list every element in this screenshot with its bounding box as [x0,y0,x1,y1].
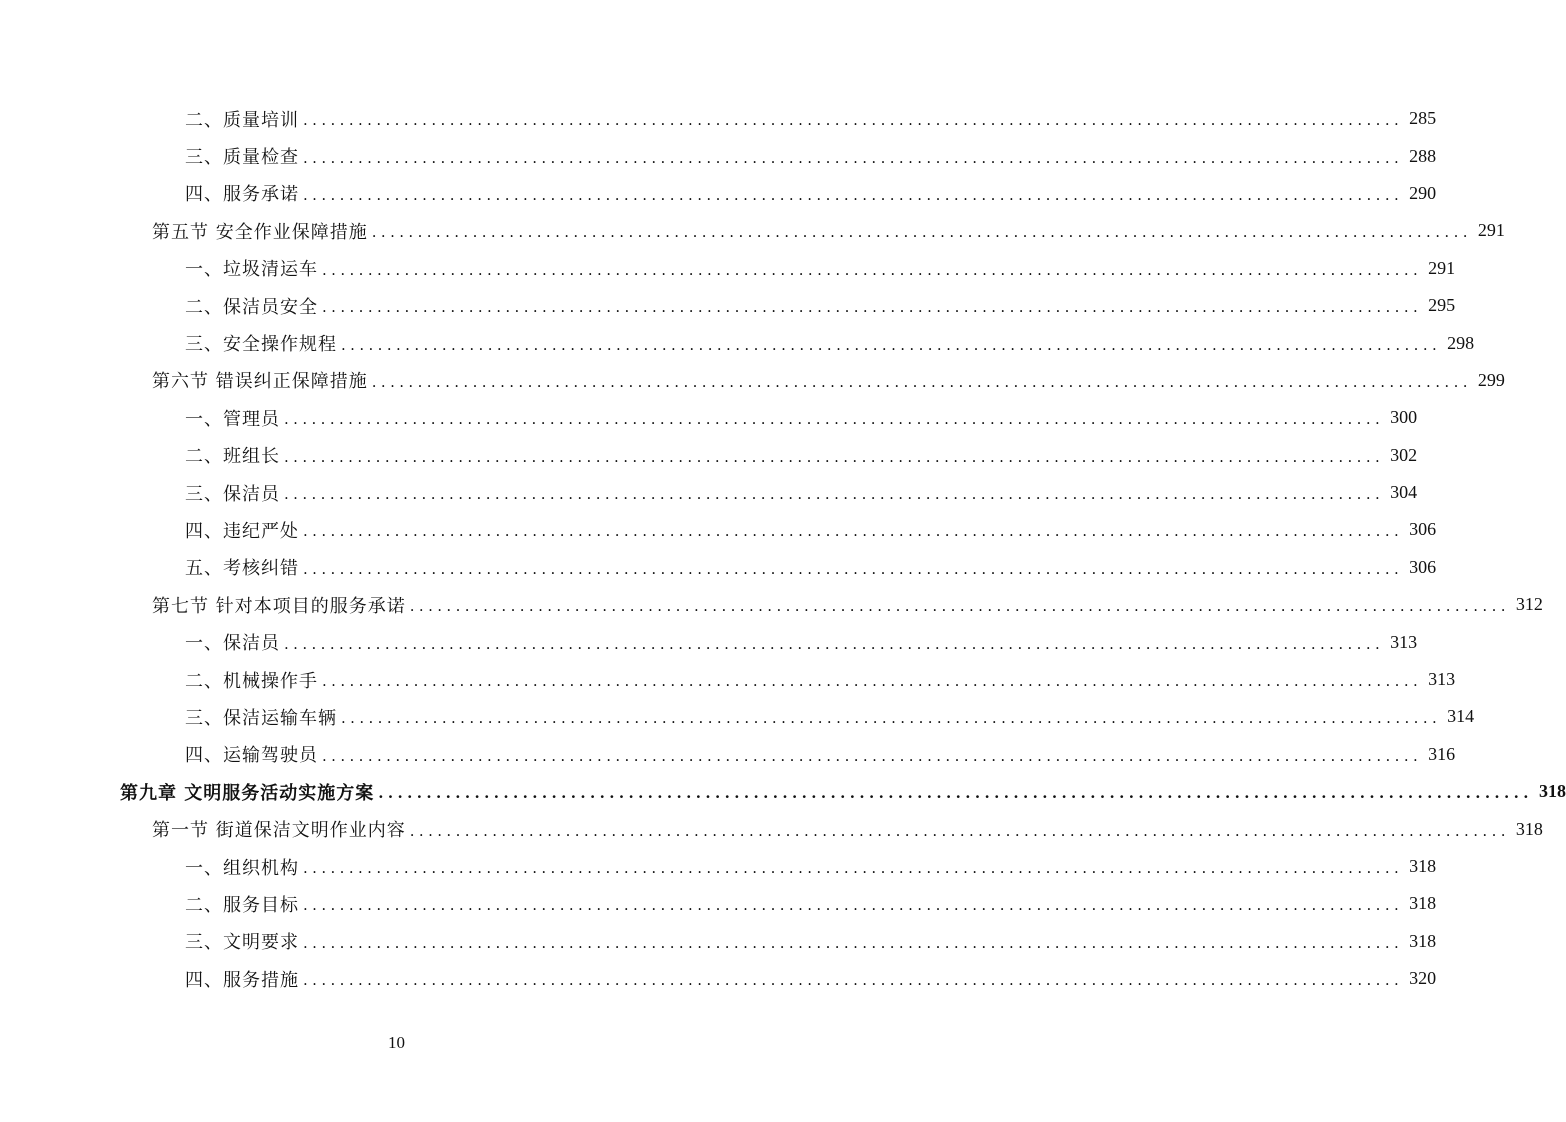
toc-dot-leader: ........................................................................................................................ [322,298,1423,317]
toc-entry-page: 314 [1447,706,1475,727]
table-of-contents [0,100,1566,997]
toc-entry-title: 一、组织机构 [185,857,299,879]
toc-dot-leader: ........................................................................................................................ [378,784,1533,803]
toc-entry-page: 318 [1409,893,1437,914]
toc-subsection-entry[interactable] [0,324,1475,361]
toc-entry-page: 318 [1409,856,1437,876]
toc-dot-leader: ........................................................................................................................ [303,522,1404,541]
toc-subsection-entry[interactable] [0,661,1456,698]
toc-subsection-entry[interactable] [0,399,1418,436]
toc-dot-leader: ........................................................................................................................ [409,597,1510,616]
toc-section-entry[interactable] [0,212,1505,249]
toc-entry-title: 第九章 文明服务活动实施方案 [120,782,375,804]
toc-entry-page: 306 [1409,519,1437,540]
toc-entry-page: 295 [1428,295,1456,316]
toc-entry-page: 291 [1477,220,1505,241]
toc-entry-title: 三、文明要求 [185,932,299,954]
toc-entry-title: 一、垃圾清运车 [185,259,318,281]
toc-dot-leader: ........................................................................................................................ [303,933,1404,952]
toc-entry-title: 二、班组长 [185,446,280,468]
toc-entry-title: 第一节 街道保洁文明作业内容 [152,820,406,842]
toc-subsection-entry[interactable] [0,623,1418,660]
toc-entry-title: 四、服务措施 [185,969,299,991]
toc-entry-page: 306 [1409,556,1437,577]
toc-entry-title: 第五节 安全作业保障措施 [152,221,368,243]
toc-entry-page: 285 [1409,108,1437,129]
toc-section-entry[interactable] [0,362,1505,399]
toc-entry-title: 三、安全操作规程 [185,334,337,356]
toc-dot-leader: ........................................................................................................................ [303,111,1404,130]
page-number: 10 [388,1033,405,1052]
toc-dot-leader: ........................................................................................................................ [341,709,1442,728]
toc-dot-leader: ........................................................................................................................ [341,335,1442,354]
toc-subsection-entry[interactable] [0,736,1456,773]
toc-dot-leader: ........................................................................................................................ [284,410,1385,429]
toc-dot-leader: ........................................................................................................................ [284,634,1385,653]
toc-entry-page: 312 [1515,594,1543,615]
toc-dot-leader: ........................................................................................................................ [284,485,1385,504]
toc-entry-title: 二、服务目标 [185,894,299,916]
toc-dot-leader: ........................................................................................................................ [303,896,1404,915]
toc-dot-leader: ........................................................................................................................ [303,148,1404,167]
toc-entry-page: 300 [1390,407,1418,428]
toc-entry-title: 四、运输驾驶员 [185,745,318,767]
toc-entry-title: 第七节 针对本项目的服务承诺 [152,595,406,617]
toc-entry-page: 313 [1390,631,1418,652]
toc-entry-title: 一、管理员 [185,408,280,430]
toc-section-entry[interactable] [0,810,1543,847]
toc-entry-title: 四、服务承诺 [185,184,299,206]
toc-subsection-entry[interactable] [0,885,1437,922]
toc-entry-title: 一、保洁员 [185,633,280,655]
toc-entry-title: 五、考核纠错 [185,558,299,580]
toc-subsection-entry[interactable] [0,923,1437,960]
toc-entry-title: 第六节 错误纠正保障措施 [152,371,368,393]
toc-entry-title: 三、保洁员 [185,483,280,505]
toc-entry-page: 302 [1390,444,1418,465]
toc-entry-page: 316 [1428,743,1456,764]
toc-entry-page: 318 [1538,781,1566,802]
toc-subsection-entry[interactable] [0,250,1456,287]
toc-subsection-entry[interactable] [0,698,1475,735]
toc-entry-page: 291 [1428,257,1456,278]
toc-subsection-entry[interactable] [0,137,1437,174]
toc-entry-page: 299 [1477,369,1505,390]
toc-subsection-entry[interactable] [0,100,1437,137]
toc-entry-title: 二、保洁员安全 [185,296,318,318]
toc-dot-leader: ........................................................................................................................ [303,185,1404,204]
toc-dot-leader: ........................................................................................................................ [322,672,1423,691]
toc-entry-title: 二、机械操作手 [185,670,318,692]
toc-dot-leader: ........................................................................................................................ [409,821,1510,840]
toc-subsection-entry[interactable] [0,175,1437,212]
toc-entry-page: 288 [1409,145,1437,166]
toc-dot-leader: ........................................................................................................................ [322,260,1423,279]
toc-dot-leader: ........................................................................................................................ [371,372,1472,391]
toc-dot-leader: ........................................................................................................................ [322,746,1423,765]
toc-entry-page: 298 [1447,332,1475,353]
toc-subsection-entry[interactable] [0,960,1437,997]
toc-entry-title: 四、违纪严处 [185,520,299,542]
toc-subsection-entry[interactable] [0,549,1437,586]
toc-entry-page: 318 [1409,930,1437,951]
toc-entry-page: 318 [1515,818,1543,839]
toc-entry-page: 304 [1390,482,1418,503]
toc-section-entry[interactable] [0,586,1543,623]
toc-entry-page: 320 [1409,968,1437,989]
toc-chapter-entry[interactable] [0,773,1566,810]
toc-subsection-entry[interactable] [0,474,1418,511]
toc-entry-page: 313 [1428,669,1456,690]
toc-dot-leader: ........................................................................................................................ [303,971,1404,990]
toc-dot-leader: ........................................................................................................................ [284,447,1385,466]
toc-subsection-entry[interactable] [0,287,1456,324]
toc-entry-title: 二、质量培训 [185,109,299,131]
toc-subsection-entry[interactable] [0,511,1437,548]
toc-subsection-entry[interactable] [0,848,1437,885]
toc-dot-leader: ........................................................................................................................ [303,859,1404,877]
toc-entry-title: 三、质量检查 [185,147,299,169]
toc-entry-title: 三、保洁运输车辆 [185,707,337,729]
toc-subsection-entry[interactable] [0,437,1418,474]
toc-dot-leader: ........................................................................................................................ [371,223,1472,242]
toc-entry-page: 290 [1409,182,1437,203]
toc-dot-leader: ........................................................................................................................ [303,559,1404,578]
